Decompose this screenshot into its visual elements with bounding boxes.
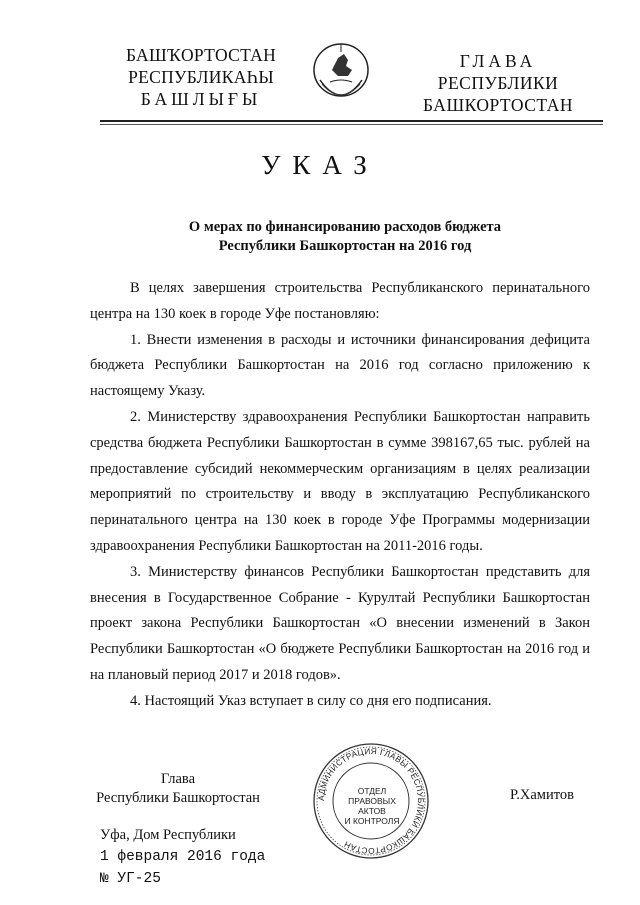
subject-line-2: Республики Башкортостан на 2016 год bbox=[218, 238, 472, 254]
document-body bbox=[90, 276, 590, 715]
document-footer bbox=[100, 824, 265, 890]
header-rule-thin bbox=[100, 124, 603, 125]
header-left-line-1: БАШҠОРТОСТАН bbox=[125, 45, 277, 65]
header-right-line-1: ГЛАВА bbox=[459, 51, 537, 71]
paragraph-item-1: 1. Внести изменения в расходы и источники финансирования дефицита бюджета Республики Башкортостан на 2016 год согласно приложению к настоящему Указу. bbox=[90, 331, 590, 400]
stamp-center-line-2: ПРАВОВЫХ АКТОВ bbox=[348, 796, 396, 816]
issue-place: Уфа, Дом Республики bbox=[100, 827, 236, 843]
document-type-title: УКАЗ bbox=[261, 150, 379, 180]
signature-title-line-2: Республики Башкортостан bbox=[96, 790, 260, 806]
signature-title-line-1: Глава bbox=[160, 771, 196, 787]
header-left-line-3: БАШЛЫҒЫ bbox=[140, 89, 262, 109]
issue-date: 1 февраля 2016 года bbox=[100, 849, 266, 865]
stamp-ring-text: АДМИНИСТРАЦИЯ ГЛАВЫ РЕСПУБЛИКИ БАШКОРТОСТАН bbox=[315, 745, 427, 857]
stamp-center-text bbox=[337, 786, 407, 826]
paragraph-item-3: 3. Министерству финансов Республики Башкортостан представить для внесения в Государственное Собрание - Курултай Республики Башкортостан проект закона Республики Башкортостан «О внесении изменений в Закон Республики Башкортостан «О бюджете Республики Башкортостан на 2016 год и на плановый период 2017 и 2018 годов». bbox=[90, 563, 590, 683]
bashkortostan-emblem-icon bbox=[310, 40, 372, 110]
paragraph-preamble: В целях завершения строительства Республиканского перинатального центра на 130 коек в городе Уфе постановляю: bbox=[90, 280, 590, 322]
header-bashkir bbox=[118, 44, 284, 110]
signature-title bbox=[90, 770, 266, 808]
document-number: № УГ-25 bbox=[100, 871, 161, 887]
header-right-line-2: РЕСПУБЛИКИ bbox=[437, 73, 559, 93]
header-left-line-2: РЕСПУБЛИКАҺЫ bbox=[128, 67, 274, 87]
paragraph-item-4: 4. Настоящий Указ вступает в силу со дня его подписания. bbox=[130, 692, 492, 709]
header-rule-thick bbox=[100, 120, 603, 122]
paragraph-item-2: 2. Министерству здравоохранения Республики Башкортостан направить средства бюджета Республики Башкортостан в сумме 398167,65 тыс. рублей на предоставление субсидий некоммерческим организациям в целях реализации мероприятий по строительству и вводу в эксплуатацию Республиканского перинатального центра на 130 коек в городе Уфе Программы модернизации здравоохранения Республики Башкортостан на 2011-2016 годы. bbox=[90, 408, 590, 554]
document-subject bbox=[100, 218, 590, 256]
signatory-name: Р.Хамитов bbox=[510, 787, 574, 803]
stamp-center-line-3: И КОНТРОЛЯ bbox=[344, 816, 400, 826]
header-right-line-3: БАШКОРТОСТАН bbox=[422, 95, 573, 115]
subject-line-1: О мерах по финансированию расходов бюджета bbox=[188, 219, 502, 235]
stamp-center-line-1: ОТДЕЛ bbox=[357, 786, 387, 796]
header-russian bbox=[405, 50, 591, 116]
